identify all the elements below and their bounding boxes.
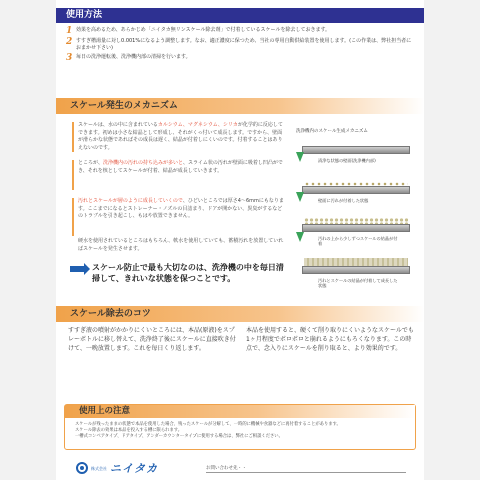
mechanism-paragraph-3 (78, 198, 284, 221)
tips-right: 本品を使用すると、硬くて削り取りにくいようなスケールでも1ヶ月程度でボロボロと崩れるようにもろくなります。この時点で、念入りにスケールを削り取ると、より効果的です。 (246, 327, 414, 352)
mechanism-header (56, 98, 424, 114)
wall-plate (302, 224, 410, 232)
mechanism-title: スケール発生のメカニズム (70, 101, 178, 111)
mechanism-paragraph-2 (78, 160, 284, 175)
arrow-down-icon (296, 232, 304, 242)
usage-item (66, 38, 416, 52)
text-run: 硬水を使用されているところはもちろん、軟水を使用していても、蓄積汚れを放置していればスケールを発生させます。 (78, 238, 284, 252)
text-run: が化学的に反応してできます。初めは小さな結晶として形成し、それがくっ付いて成長します。ですから、壁面が滑らかな状態であればその成長は遅く、結晶が付着しにくいのです。付着することはありえないのです。 (78, 122, 283, 151)
usage-item (66, 54, 416, 63)
mechanism-paragraph-1 (78, 122, 284, 152)
usage-title: 使用方法 (66, 10, 103, 20)
contact-line (206, 472, 406, 473)
paragraph-marker (72, 160, 74, 190)
text-run: 、スライム状の汚れが壁面に吸着し凹凸ができ、それを核としてスケールが付着、結晶が成長していきます。 (78, 160, 283, 174)
usage-text: すすぎ槽湯量に対し0.001%になるよう調整します。なお、適正濃度に保つため、当社の専用自動供給装置を使用します。(この作業は、弊社担当者におまかせ下さい) (76, 38, 412, 51)
wall-plate (302, 186, 410, 194)
caution-header (65, 405, 415, 418)
tips-left: すすぎ液の噴射がかかりにくいところには、本品(原液)をスプレーボトルに移し替えて、洗浄終了後にスケールに直接吹き付けて、一晩放置します。これを毎日くり返します。 (68, 327, 236, 352)
text-run: ところが、 (78, 160, 104, 166)
mechanism-paragraph-4 (78, 238, 284, 253)
arrow-down-icon (296, 192, 304, 202)
document-page (56, 0, 424, 480)
highlight-text: 汚れとスケールが層のように成長していくので (78, 198, 183, 204)
logo-mark-icon (76, 462, 88, 474)
wall-plate (302, 146, 410, 154)
arrow-down-icon (296, 152, 304, 162)
tips-header (56, 306, 424, 322)
highlight-text: カルシウム、マグネシウム、シリカ (157, 122, 238, 128)
usage-number: 1 (66, 26, 73, 36)
wall-plate (302, 266, 410, 274)
caution-line: スケール除去の効果は本品を投入する槽に限られます。 (75, 428, 182, 433)
scale-diagram (292, 128, 416, 288)
text-run: 、ひどいところでは厚さ4〜6mmにもなります。ここまでになるとストレーナー・ノズルの目詰まり、ドアが開かない、異臭がするなどのトラブルを引き起こし、もはや放置できません。 (78, 198, 284, 219)
key-note: スケール防止で最も大切なのは、洗浄機の中を毎日清掃して、きれいな状態を保つことです。 (92, 263, 284, 283)
logo-small-text: 株式会社 (91, 465, 107, 471)
usage-number: 3 (66, 53, 73, 63)
caution-box (64, 404, 416, 450)
usage-item (66, 27, 416, 36)
company-logo (76, 460, 158, 476)
usage-text: 効果を高めるため、あらかじめ「ニイタカ無リンスケール除去剤」で付着しているスケールを除去しておきます。 (76, 27, 331, 33)
arrow-right-icon (70, 266, 84, 272)
diagram-label: 汚れとスケールの結晶が付着して成長した状態 (318, 278, 398, 288)
diagram-label: 清浄な状態の壁面(洗浄機内部) (318, 158, 376, 163)
tips-title: スケール除去のコツ (70, 309, 151, 319)
paragraph-marker (72, 122, 74, 152)
logo-text: ニイタカ (110, 462, 158, 475)
diagram-label: 壁面に汚れが付着した状態 (318, 198, 369, 203)
text-run: スケールは、水の中に含まれている (78, 122, 158, 128)
highlight-text: 洗浄機内の汚れの持ち込みが多いと (103, 160, 184, 166)
usage-number: 2 (66, 37, 73, 47)
contact-label: お問い合わせ先・・ (206, 466, 247, 471)
diagram-title: 洗浄機内のスケール生成メカニズム (296, 129, 368, 134)
paragraph-marker (72, 198, 74, 236)
usage-list (66, 27, 416, 65)
caution-line: 一槽式コンベアタイプ、ドアタイプ、アンダーカウンタータイプに使用する場合は、弊社にご相談ください。 (75, 434, 283, 439)
scale-layer (304, 258, 408, 266)
caution-line: スケールが残ったままの状態で本品を使用した場合、残ったスケールが分解して、一時的に機械や食器などに再付着することがあります。 (75, 422, 341, 427)
diagram-label: 汚れの上から少しずつスケールの結晶が付着 (318, 236, 398, 246)
usage-text: 毎日の洗浄運転後、洗浄機内部の清掃を行います。 (76, 54, 191, 60)
caution-title: 使用上の注意 (79, 406, 131, 416)
usage-header (56, 8, 424, 23)
